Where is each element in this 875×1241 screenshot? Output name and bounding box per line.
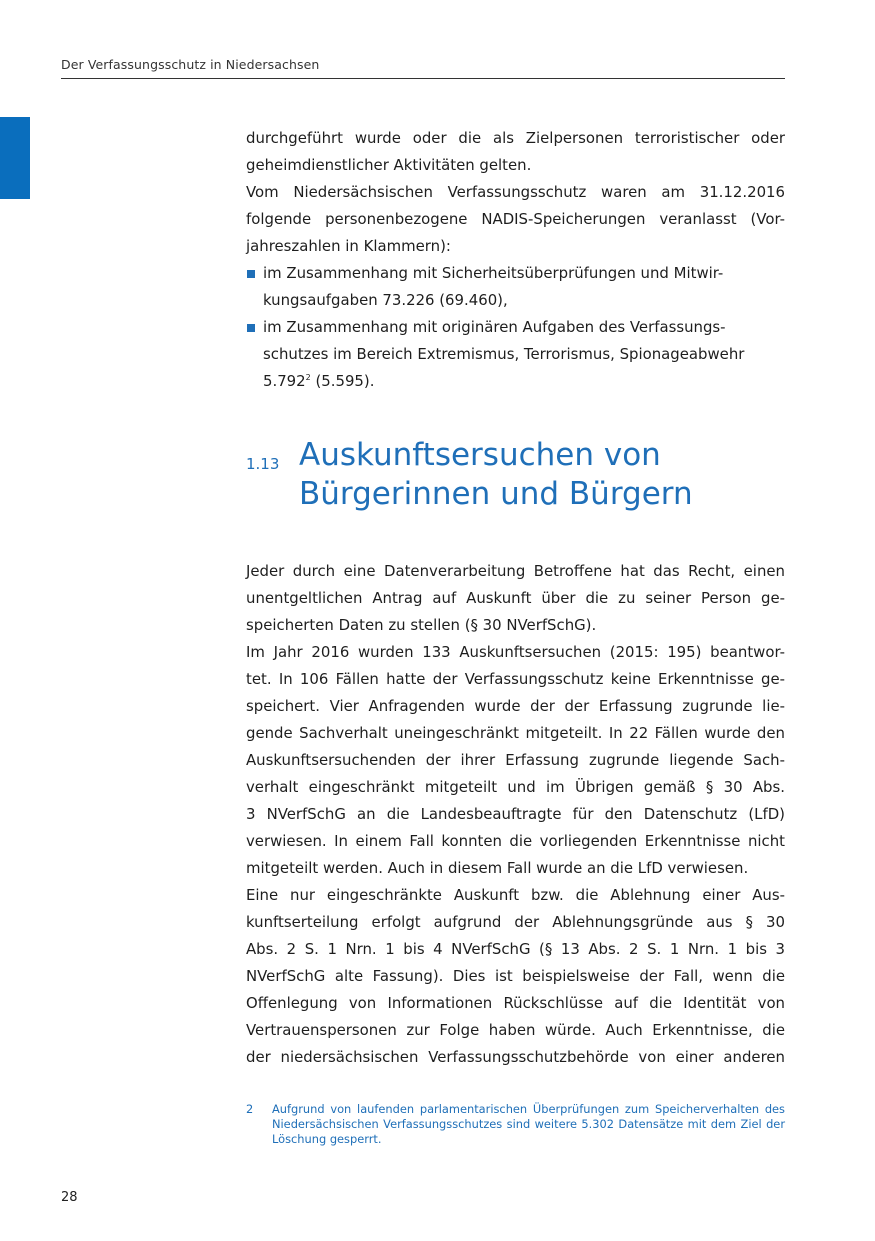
chapter-side-tab [0, 117, 30, 199]
body-paragraph-1: Jeder durch eine Datenverarbeitung Betroffene hat das Recht, einen unentgeltlichen Antrag auf Auskunft über die zu seiner Person ge- speicherten Daten zu stellen (§ 30 NVerfSchG). [246, 562, 785, 634]
nadis-bullet-list [246, 260, 785, 395]
footnote-text: Aufgrund von laufenden parlamentarischen Überprüfungen zum Speicherverhalten des Niedersächsischen Verfassungsschutzes sind weitere 5.302 Datensätze mit dem Ziel der Löschung gesperrt. [272, 1102, 785, 1146]
square-bullet-icon [247, 270, 255, 278]
header-divider [61, 78, 785, 79]
body-block [246, 558, 785, 1071]
running-header: Der Verfassungsschutz in Niedersachsen [61, 57, 320, 72]
section-title: Auskunftsersuchen von Bürgerinnen und Bürgern [299, 437, 693, 512]
section-number: 1.13 [246, 455, 280, 473]
body-paragraph-2: Im Jahr 2016 wurden 133 Auskunftsersuchen (2015: 195) beantwor- tet. In 106 Fällen hatte der Verfassungsschutz keine Erkenntnisse ge- speichert. Vier Anfragenden wurde der der Erfassung zugrunde lie- gende Sachverhalt uneingeschränkt mitgeteilt. In 22 Fällen wurde den Auskunftsersuchenden der ihrer Erfassung zugrunde liegende Sach- verhalt eingeschränkt mitgeteilt und im Übrigen gemäß § 30 Abs. 3 NVerfSchG an die Landesbeauftragte für den Datenschutz (LfD) verwiesen. In einem Fall konnten die vorliegenden Erkenntnisse nicht mitgeteilt werden. Auch in diesem Fall wurde an die LfD verwiesen. [246, 643, 785, 877]
intro-paragraph-2: Vom Niedersächsischen Verfassungsschutz waren am 31.12.2016 folgende personenbezogene NADIS-Speicherungen veranlasst (Vor- jahreszahlen in Klammern): [246, 183, 785, 255]
footnote [246, 1102, 785, 1147]
page-number: 28 [61, 1190, 78, 1205]
body-paragraph-3: Eine nur eingeschränkte Auskunft bzw. die Ablehnung einer Aus- kunftserteilung erfolgt aufgrund der Ablehnungsgründe aus § 30 Abs. 2 S. 1 Nrn. 1 bis 4 NVerfSchG (§ 13 Abs. 2 S. 1 Nrn. 1 bis 3 NVerfSchG alte Fassung). Dies ist beispielsweise der Fall, wenn die Offenlegung von Informationen Rückschlüsse auf die Identität von Vertrauenspersonen zur Folge haben würde. Auch Erkenntnisse, die der niedersächsischen Verfassungsschutzbehörde von einer anderen [246, 886, 785, 1066]
intro-block [246, 125, 785, 395]
footnote-number: 2 [246, 1102, 254, 1116]
intro-paragraph-1: durchgeführt wurde oder die als Zielpersonen terroristischer oder geheimdienstlicher Aktivitäten gelten. [246, 129, 785, 174]
list-item: im Zusammenhang mit originären Aufgaben des Verfassungs- schutzes im Bereich Extremismus, Terrorismus, Spionageabwehr 5.792$^2$ (5.595). [246, 314, 785, 395]
square-bullet-icon [247, 324, 255, 332]
footnote-reference: 2 [305, 373, 311, 383]
list-item: im Zusammenhang mit Sicherheitsüberprüfungen und Mitwir- kungsaufgaben 73.226 (69.460), [246, 260, 785, 314]
